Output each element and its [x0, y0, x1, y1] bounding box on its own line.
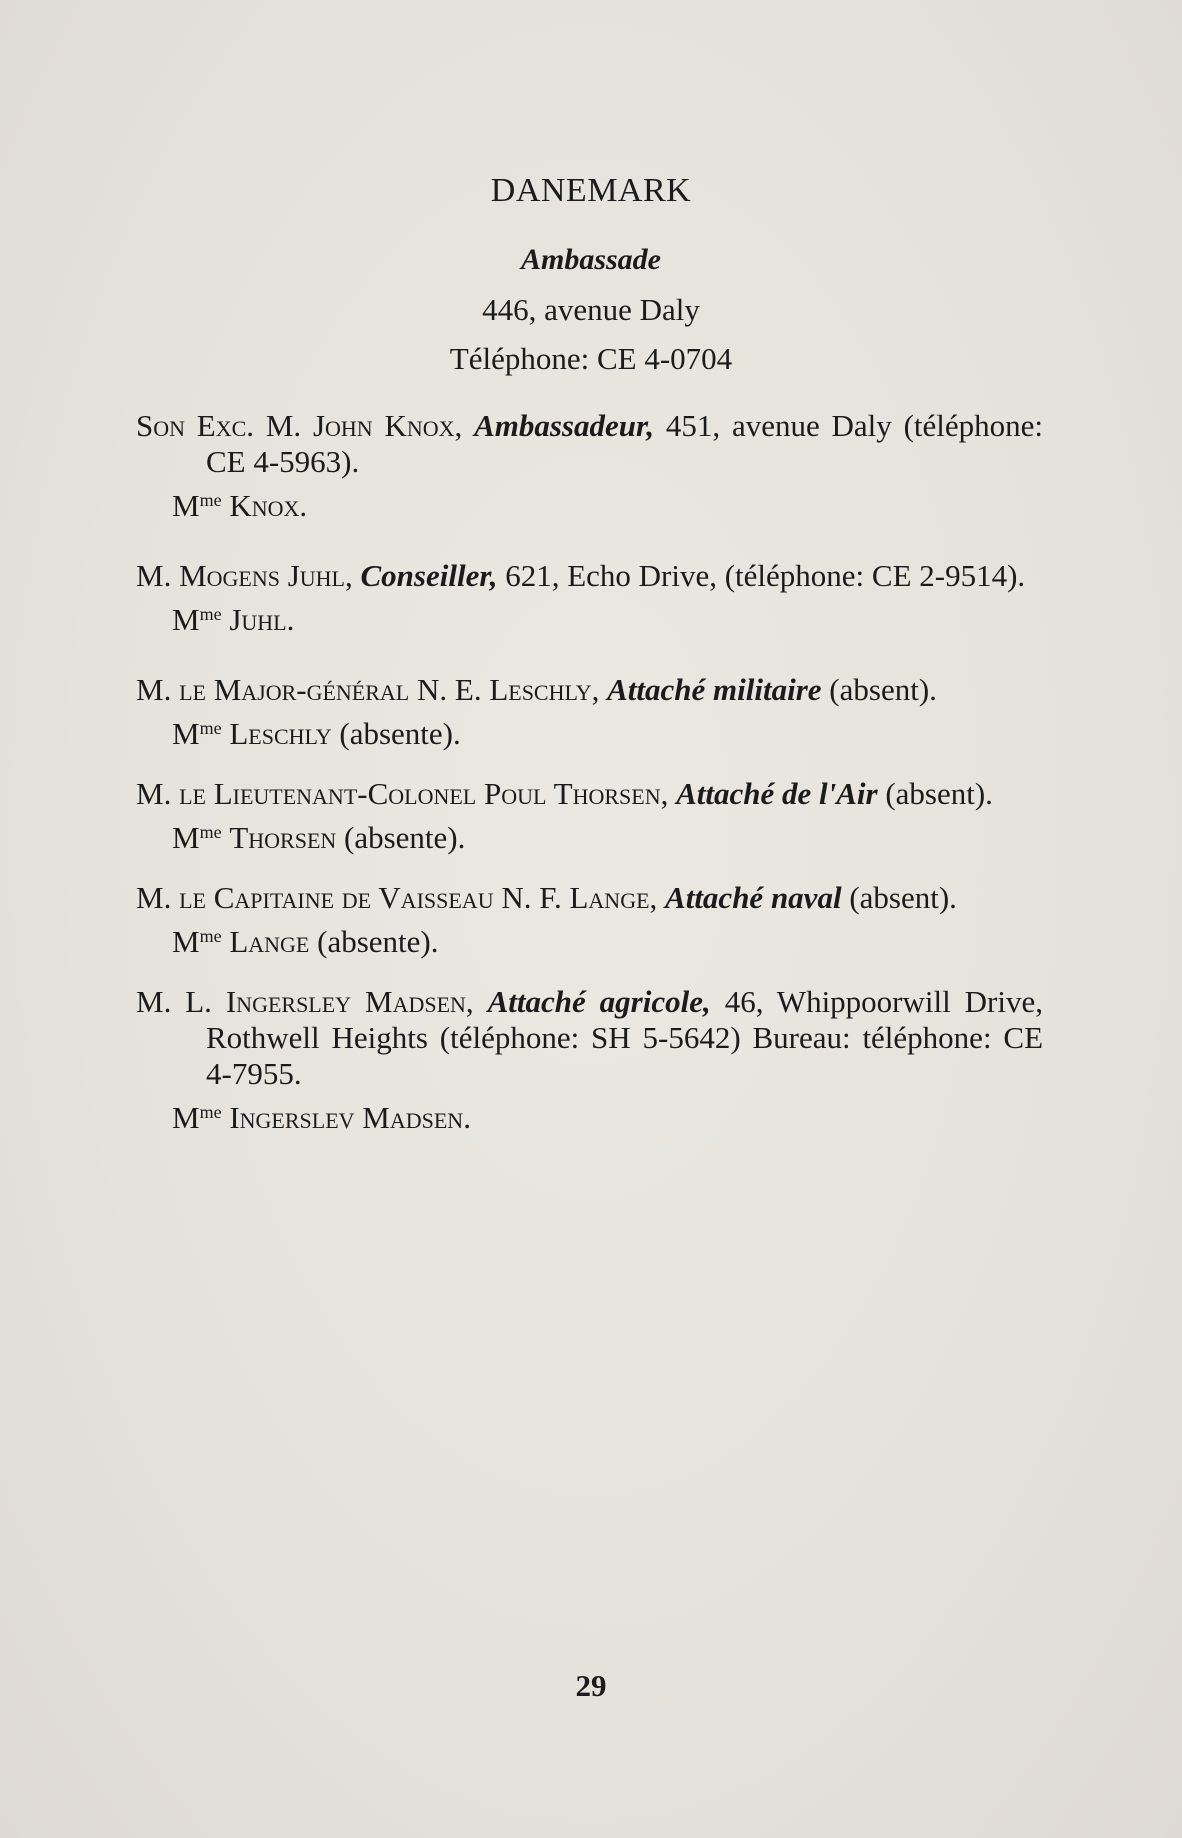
mission-telephone: Téléphone: CE 4-0704	[449, 341, 733, 376]
staff-entry	[136, 880, 1043, 960]
staff-line	[136, 776, 1043, 812]
staff-title: Attaché naval	[665, 880, 842, 915]
staff-entry	[136, 984, 1043, 1136]
staff-line	[136, 408, 1043, 480]
staff-name: Son Exc. M. John Knox,	[136, 408, 463, 443]
staff-line	[136, 672, 1043, 708]
staff-details: (absent).	[829, 672, 937, 707]
spouse-status: (absente).	[317, 924, 439, 959]
spouse-line: $M^{me}$ Lange (absente).	[172, 924, 439, 959]
mission-type: Ambassade	[520, 243, 661, 276]
staff-details: (absent).	[885, 776, 993, 811]
staff-title: Attaché de l'Air	[676, 776, 878, 811]
spouse-line: $M^{me}$ Juhl.	[172, 602, 295, 637]
spouse-name: Knox.	[229, 488, 308, 523]
spouse-status: (absente).	[339, 716, 461, 751]
staff-name: M. le Major-général N. E. Leschly,	[136, 672, 600, 707]
staff-line	[136, 880, 1043, 916]
staff-name: M. le Lieutenant-Colonel Poul Thorsen,	[136, 776, 669, 811]
spouse-status: (absente).	[344, 820, 466, 855]
mission-address: 446, avenue Daly	[482, 292, 700, 327]
spouse-name: Leschly	[229, 716, 332, 751]
staff-details: 621, Echo Drive, (téléphone: CE 2-9514).	[505, 558, 1026, 593]
staff-line	[136, 984, 1043, 1092]
staff-title: Attaché agricole,	[487, 984, 711, 1019]
spouse-line: $M^{me}$ Ingerslev Madsen.	[172, 1100, 471, 1135]
spouse-line: $M^{me}$ Thorsen (absente).	[172, 820, 466, 855]
staff-name: M. le Capitaine de Vaisseau N. F. Lange,	[136, 880, 658, 915]
spouse-name: Ingerslev Madsen.	[229, 1100, 471, 1135]
staff-details: (absent).	[849, 880, 957, 915]
staff-entry	[136, 558, 1043, 638]
staff-details: 451, avenue Daly (téléphone: CE 4-5963).	[206, 408, 1044, 479]
staff-entry	[136, 672, 1043, 752]
spouse-name: Juhl.	[229, 602, 295, 637]
staff-line	[136, 558, 1043, 594]
spouse-name: Thorsen	[229, 820, 337, 855]
spouse-line: $M^{me}$ Knox.	[172, 488, 308, 523]
spouse-name: Lange	[229, 924, 310, 959]
staff-title: Conseiller,	[360, 558, 498, 593]
staff-title: Attaché militaire	[607, 672, 822, 707]
page-number: 29	[575, 1668, 607, 1703]
staff-details: 46, Whippoorwill Drive, Rothwell Heights (téléphone: SH 5-5642) Bureau: téléphone: CE 4-7955.	[206, 984, 1043, 1091]
staff-name: M. Mogens Juhl,	[136, 558, 353, 593]
spouse-line: $M^{me}$ Leschly (absente).	[172, 716, 461, 751]
staff-list	[136, 408, 1043, 1136]
country-heading: DANEMARK	[490, 172, 692, 209]
staff-name: M. L. Ingersley Madsen,	[136, 984, 474, 1019]
staff-entry	[136, 776, 1043, 856]
staff-entry	[136, 408, 1043, 524]
staff-title: Ambassadeur,	[474, 408, 655, 443]
